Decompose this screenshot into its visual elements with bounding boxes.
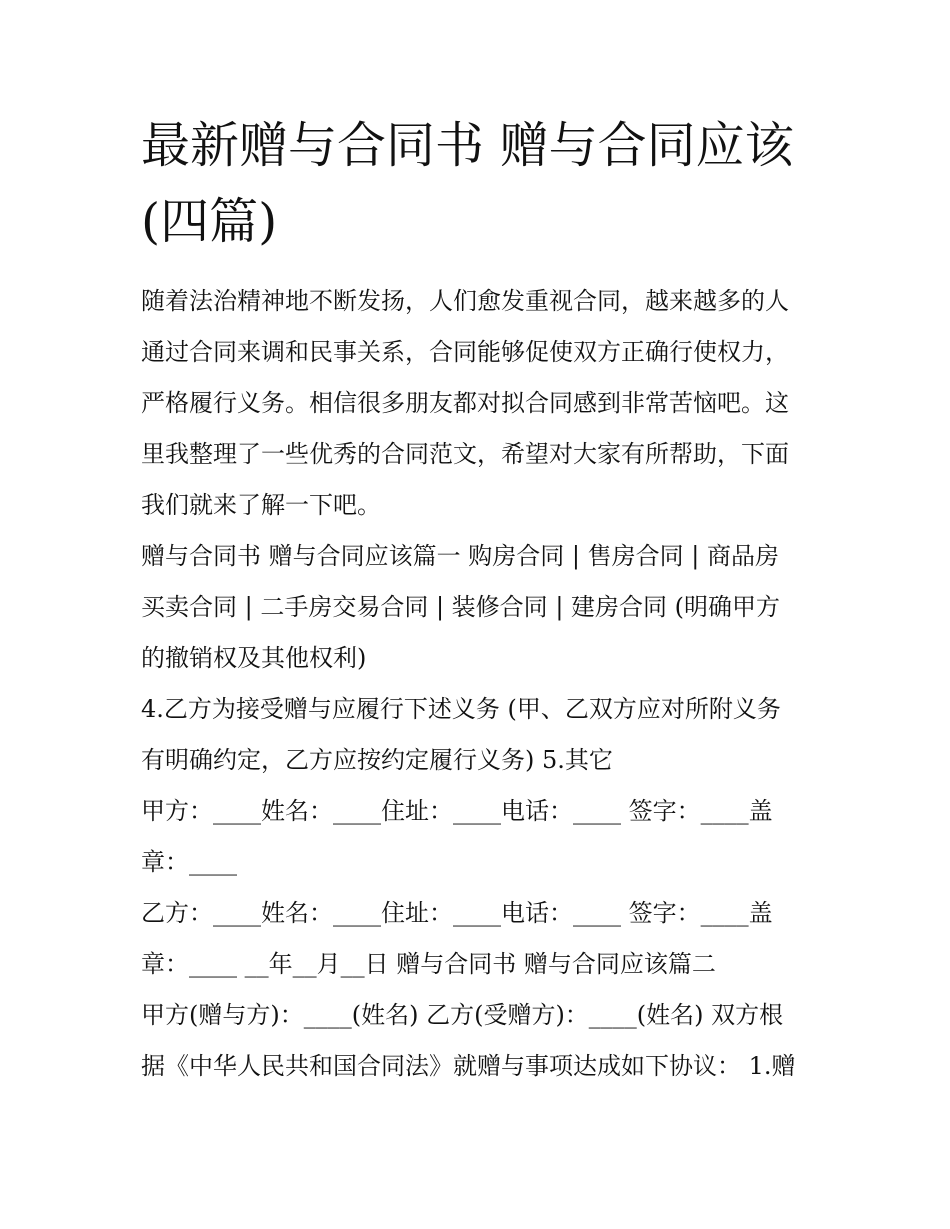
party-b-signature-block: 乙方：____姓名：____住址：____电话：____ 签字：____盖 章：____ __年__月__日 赠与合同书 赠与合同应该篇二	[141, 899, 773, 978]
document-title: 最新赠与合同书 赠与合同应该 (四篇)	[141, 117, 794, 250]
party-a-signature-block: 甲方：____姓名：____住址：____电话：____ 签字：____盖 章：____	[141, 797, 773, 876]
intro-paragraph: 随着法治精神地不断发扬，人们愈发重视合同，越来越多的人 通过合同来调和民事关系，合同能够促使双方正确行使权力， 严格履行义务。相信很多朋友都对拟合同感到非常苦恼吧。这 里我整理了一些优秀的合同范文，希望对大家有所帮助，下面 我们就来了解一下吧。	[141, 287, 789, 519]
obligation-clause: 4.乙方为接受赠与应履行下述义务 (甲、乙双方应对所附义务 有明确约定，乙方应按约定履行义务) 5.其它	[141, 695, 781, 774]
contract-part-one-heading: 赠与合同书 赠与合同应该篇一 购房合同 | 售房合同 | 商品房 买卖合同 | 二手房交易合同 | 装修合同 | 建房合同 (明确甲方 的撤销权及其他权利)	[141, 542, 781, 672]
document-page	[141, 108, 821, 1092]
contract-part-two-intro: 甲方(赠与方)：____(姓名) 乙方(受赠方)：____(姓名) 双方根 据《中华人民共和国合同法》就赠与事项达成如下协议： 1.赠	[141, 1001, 796, 1080]
